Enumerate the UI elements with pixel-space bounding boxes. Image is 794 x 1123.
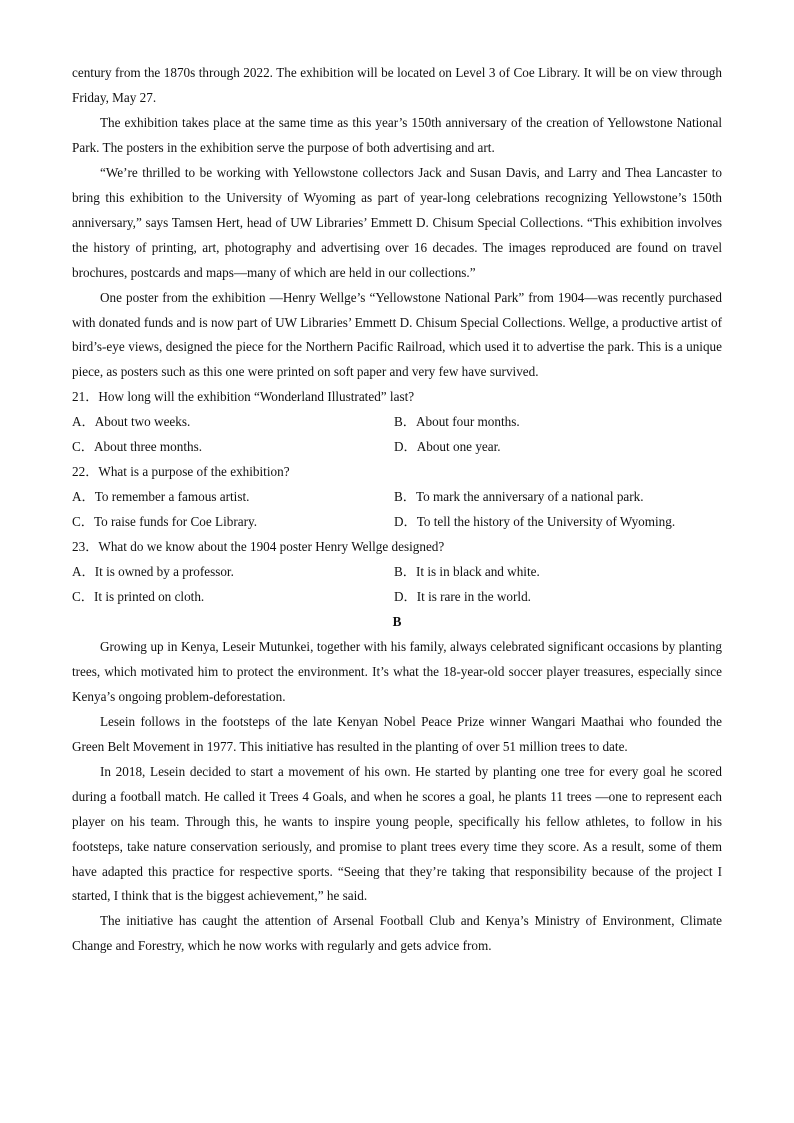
- question-23: [72, 535, 722, 610]
- options-row: [72, 435, 722, 460]
- question-stem: 22．What is a purpose of the exhibition?: [72, 464, 290, 480]
- option-a: A．To remember a famous artist.: [72, 489, 250, 505]
- option-a: A．It is owned by a professor.: [72, 564, 234, 580]
- option-b: B．About four months.: [394, 414, 520, 430]
- passage-b-paragraph-2: Lesein follows in the footsteps of the late Kenyan Nobel Peace Prize winner Wangari Maathai who founded the Green Belt Movement in 1977. This initiative has resulted in the planting of over 51 million trees to date.: [72, 713, 722, 754]
- passage-b-paragraph-4: The initiative has caught the attention of Arsenal Football Club and Kenya’s Ministry of Environment, Climate Change and Forestry, which he now works with regularly and gets advice from.: [72, 913, 722, 954]
- passage-b-paragraph-1: Growing up in Kenya, Leseir Mutunkei, together with his family, always celebrated significant occasions by planting trees, which motivated him to protect the environment. It’s what the 18-year-old soccer player treasures, especially since Kenya’s ongoing problem-deforestation.: [72, 638, 722, 704]
- section-b-heading: B: [392, 613, 402, 629]
- options-row: [72, 560, 722, 585]
- option-d: D．About one year.: [394, 439, 501, 455]
- options-row: [72, 585, 722, 610]
- option-b: B．To mark the anniversary of a national park.: [394, 489, 644, 505]
- option-d: D．It is rare in the world.: [394, 589, 531, 605]
- question-21: [72, 385, 722, 460]
- option-c: C．To raise funds for Coe Library.: [72, 514, 257, 530]
- passage-b-paragraph-3: In 2018, Lesein decided to start a movement of his own. He started by planting one tree for every goal he scored during a football match. He called it Trees 4 Goals, and when he scores a goal, he plants 11 trees —one to represent each player on his team. Through this, he wants to inspire young people, specifically his fellow athletes, to follow in his footsteps, take nature conservation seriously, and promise to plant trees every time they score. As a result, some of them have adapted this practice for respective sports. “Seeing that they’re taking that responsibility because of the project I started, I think that is the biggest achievement,” he said.: [72, 763, 722, 904]
- passage-a-paragraph-4: One poster from the exhibition —Henry Wellge’s “Yellowstone National Park” from 1904—was recently purchased with donated funds and is now part of UW Libraries’ Emmett D. Chisum Special Collections. Wellge, a productive artist of bird’s-eye views, designed the piece for the Northern Pacific Railroad, which used it to advertise the park. This is a unique piece, as posters such as this one were printed on soft paper and very few have survived.: [72, 289, 722, 380]
- document-page: [72, 61, 722, 959]
- option-c: C．It is printed on cloth.: [72, 589, 205, 605]
- passage-a-paragraph-2: The exhibition takes place at the same time as this year’s 150th anniversary of the creation of Yellowstone National Park. The posters in the exhibition serve the purpose of both advertising and art.: [72, 114, 722, 155]
- option-b: B．It is in black and white.: [394, 564, 540, 580]
- passage-a-paragraph-1: century from the 1870s through 2022. The exhibition will be located on Level 3 of Coe Library. It will be on view through Friday, May 27.: [72, 65, 722, 105]
- options-row: [72, 510, 722, 535]
- options-row: [72, 485, 722, 510]
- option-a: A．About two weeks.: [72, 414, 191, 430]
- question-stem: 21．How long will the exhibition “Wonderland Illustrated” last?: [72, 389, 415, 405]
- question-22: [72, 460, 722, 535]
- question-stem: 23．What do we know about the 1904 poster Henry Wellge designed?: [72, 539, 445, 555]
- passage-a-paragraph-3: “We’re thrilled to be working with Yellowstone collectors Jack and Susan Davis, and Larry and Thea Lancaster to bring this exhibition to the University of Wyoming as part of year-long celebrations recognizing Yellowstone’s 150th anniversary,” says Tamsen Hert, head of UW Libraries’ Emmett D. Chisum Special Collections. “This exhibition involves the history of printing, art, photography and advertising over 16 decades. The images reproduced are found on travel brochures, postcards and maps—many of which are held in our collections.”: [72, 164, 722, 280]
- options-row: [72, 410, 722, 435]
- option-d: D．To tell the history of the University of Wyoming.: [394, 514, 676, 530]
- option-c: C．About three months.: [72, 439, 203, 455]
